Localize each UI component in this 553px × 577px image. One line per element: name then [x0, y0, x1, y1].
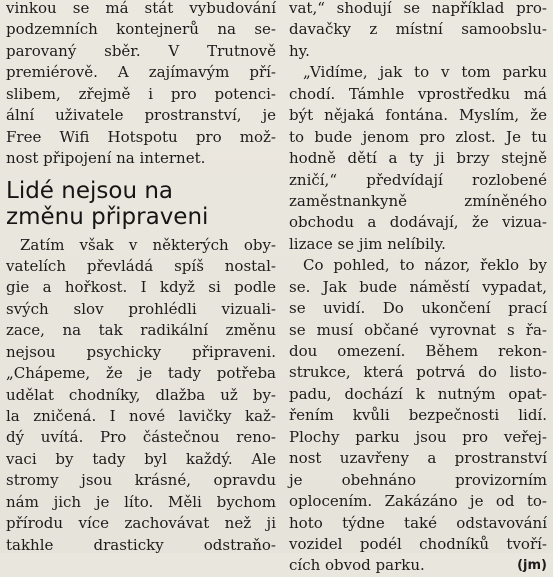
text-line: udělat chodníky, dlažba už by- [6, 385, 276, 404]
text-line: vat,“ shodují se například pro- [289, 0, 547, 17]
heading-line: Lidé nejsou na [6, 177, 173, 204]
text-line: takhle drasticky odstraňo- [6, 535, 276, 554]
text-line: la zničená. I nové lavičky kaž- [6, 407, 276, 425]
text-line: přírodu více zachovávat než ji [6, 514, 276, 533]
text-line: stromy jsou krásné, opravdu [6, 471, 276, 490]
text-line: Zatím však v některých oby- [20, 235, 276, 254]
text-line: chodí. Támhle vprostředku má [289, 84, 547, 103]
text-line: strukce, která potrvá do listo- [289, 363, 547, 382]
text-line: Co pohled, to názor, řeklo by [303, 256, 547, 275]
text-line: svých slov prohlédli vizuali- [6, 299, 276, 318]
last-line-with-signature [289, 555, 547, 576]
text-line: slibem, zřejmě i pro potenci- [6, 84, 276, 103]
section-heading [6, 178, 276, 230]
text-line: nost uzavřeny a prostranství [289, 449, 547, 468]
author-signature: (jm) [517, 558, 547, 574]
text-line: vaci by tady byl každý. Ale [6, 449, 276, 468]
text-line: zničí,“ předvídají rozlobené [289, 170, 547, 189]
heading-line: změnu připraveni [6, 203, 209, 230]
text-line: řením kvůli bezpečnosti lidí. [289, 406, 547, 425]
text-line: dou omezení. Během rekon- [289, 342, 547, 360]
right-column [289, 0, 547, 577]
text-line: zace, na tak radikální změnu [6, 321, 276, 340]
text-line: „Chápeme, že je tady potřeba [6, 364, 276, 383]
text-line: hoto týdne také odstavování [289, 513, 547, 532]
column-gutter [281, 0, 282, 553]
left-column [6, 0, 276, 556]
text-line: lizace se jim nelíbily. [289, 234, 446, 253]
text-line: gie a hořkost. I když si podle [6, 278, 276, 297]
text-line: vatelích převládá spíš nostal- [6, 256, 276, 275]
text-line: parovaný sběr. V Trutnově [6, 41, 276, 60]
text-line: nejsou psychicky připraveni. [6, 342, 276, 361]
text-line: dý uvítá. Pro částečnou reno- [6, 428, 276, 447]
text-line: padu, dochází k nutným opat- [289, 384, 547, 403]
text-line: je obehnáno provizorním [289, 470, 547, 489]
text-line: Free Wifi Hotspotu pro mož- [6, 127, 276, 146]
text-line: být nějaká fontána. Myslím, že [289, 106, 547, 125]
text-line: se uvidí. Do ukončení prací [289, 299, 547, 318]
text-line: se musí občané vyrovnat s řa- [289, 320, 547, 339]
text-line: obchodu a dodávají, že vizua- [289, 213, 547, 232]
text-line: Plochy parku jsou pro veřej- [289, 427, 547, 446]
text-line: nost připojení na internet. [6, 149, 206, 168]
text-line: ální uživatele prostranství, je [6, 106, 276, 125]
text-line: „Vidíme, jak to v tom parku [303, 63, 547, 82]
text-line: zaměstnankyně zmíněného [289, 191, 547, 210]
text-line: vinkou se má stát vybudování [6, 0, 276, 17]
text-line: cích obvod parku. [289, 556, 425, 575]
text-line: se. Jak bude náměstí vypadat, [289, 277, 547, 296]
text-line: vozidel podél chodníků tvoří- [289, 534, 547, 553]
text-line: podzemních kontejnerů na se- [6, 20, 276, 39]
text-line: davačky z místní samoobslu- [289, 20, 547, 39]
text-line: hy. [289, 41, 310, 60]
text-line: nám jich je líto. Měli bychom [6, 492, 276, 511]
text-line: to bude jenom pro zlost. Je tu [289, 127, 547, 146]
text-line: hodně dětí a ty ji brzy stejně [289, 149, 547, 168]
text-line: premiérově. A zajímavým pří- [6, 63, 276, 82]
text-line: oplocením. Zakázáno je od to- [289, 492, 547, 511]
